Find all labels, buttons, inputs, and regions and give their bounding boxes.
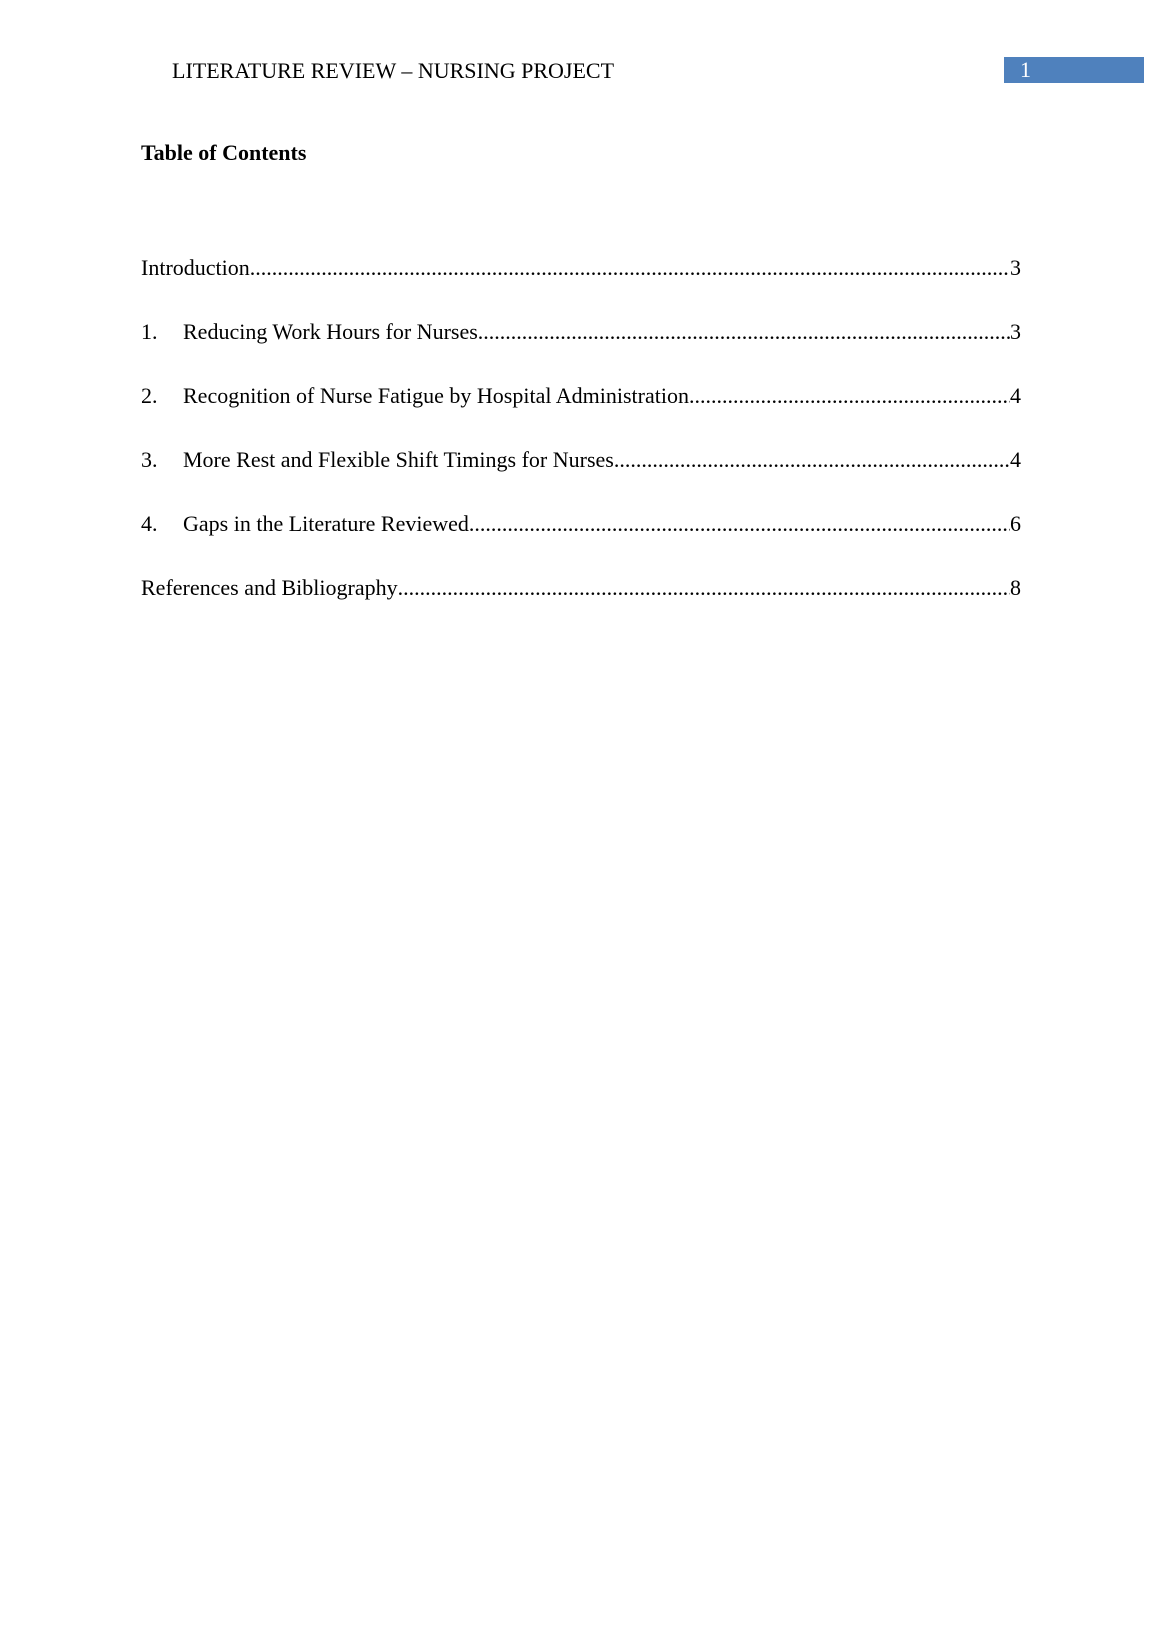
toc-entry-title: Reducing Work Hours for Nurses	[183, 319, 478, 344]
toc-entry-page: 3	[1010, 319, 1021, 344]
toc-dot-leader	[689, 381, 1010, 411]
toc-entry-page: 8	[1010, 575, 1021, 600]
toc-entry-number: 4.	[141, 511, 158, 536]
toc-entry-title: References and Bibliography	[141, 575, 398, 600]
running-header-title: LITERATURE REVIEW – NURSING PROJECT	[172, 58, 615, 83]
page-number-badge	[1004, 57, 1144, 83]
toc-dot-leader	[469, 509, 1010, 539]
toc-entry-page: 6	[1010, 511, 1021, 536]
page-number: 1	[1020, 57, 1031, 82]
toc-dot-leader	[250, 253, 1010, 283]
toc-entry-title: Gaps in the Literature Reviewed	[183, 511, 469, 536]
toc-dot-leader	[398, 573, 1010, 603]
toc-entry-references[interactable]	[141, 573, 1021, 637]
toc-entry-more-rest[interactable]	[141, 445, 1021, 509]
toc-dot-leader	[614, 445, 1010, 475]
toc-entry-number: 3.	[141, 447, 158, 472]
toc-entry-reducing-work-hours[interactable]	[141, 317, 1021, 381]
toc-entry-number: 1.	[141, 319, 158, 344]
toc-entry-page: 3	[1010, 255, 1021, 280]
toc-entry-introduction[interactable]	[141, 253, 1021, 317]
toc-heading: Table of Contents	[141, 140, 307, 165]
toc-entry-page: 4	[1010, 383, 1021, 408]
table-of-contents	[141, 253, 1021, 637]
toc-entry-recognition-of-fatigue[interactable]	[141, 381, 1021, 445]
toc-entry-title: More Rest and Flexible Shift Timings for Nurses	[183, 447, 614, 472]
toc-entry-gaps-in-literature[interactable]	[141, 509, 1021, 573]
toc-dot-leader	[478, 317, 1010, 347]
toc-entry-page: 4	[1010, 447, 1021, 472]
toc-entry-title: Introduction	[141, 255, 250, 280]
toc-entry-number: 2.	[141, 383, 158, 408]
toc-entry-title: Recognition of Nurse Fatigue by Hospital Administration	[183, 383, 689, 408]
